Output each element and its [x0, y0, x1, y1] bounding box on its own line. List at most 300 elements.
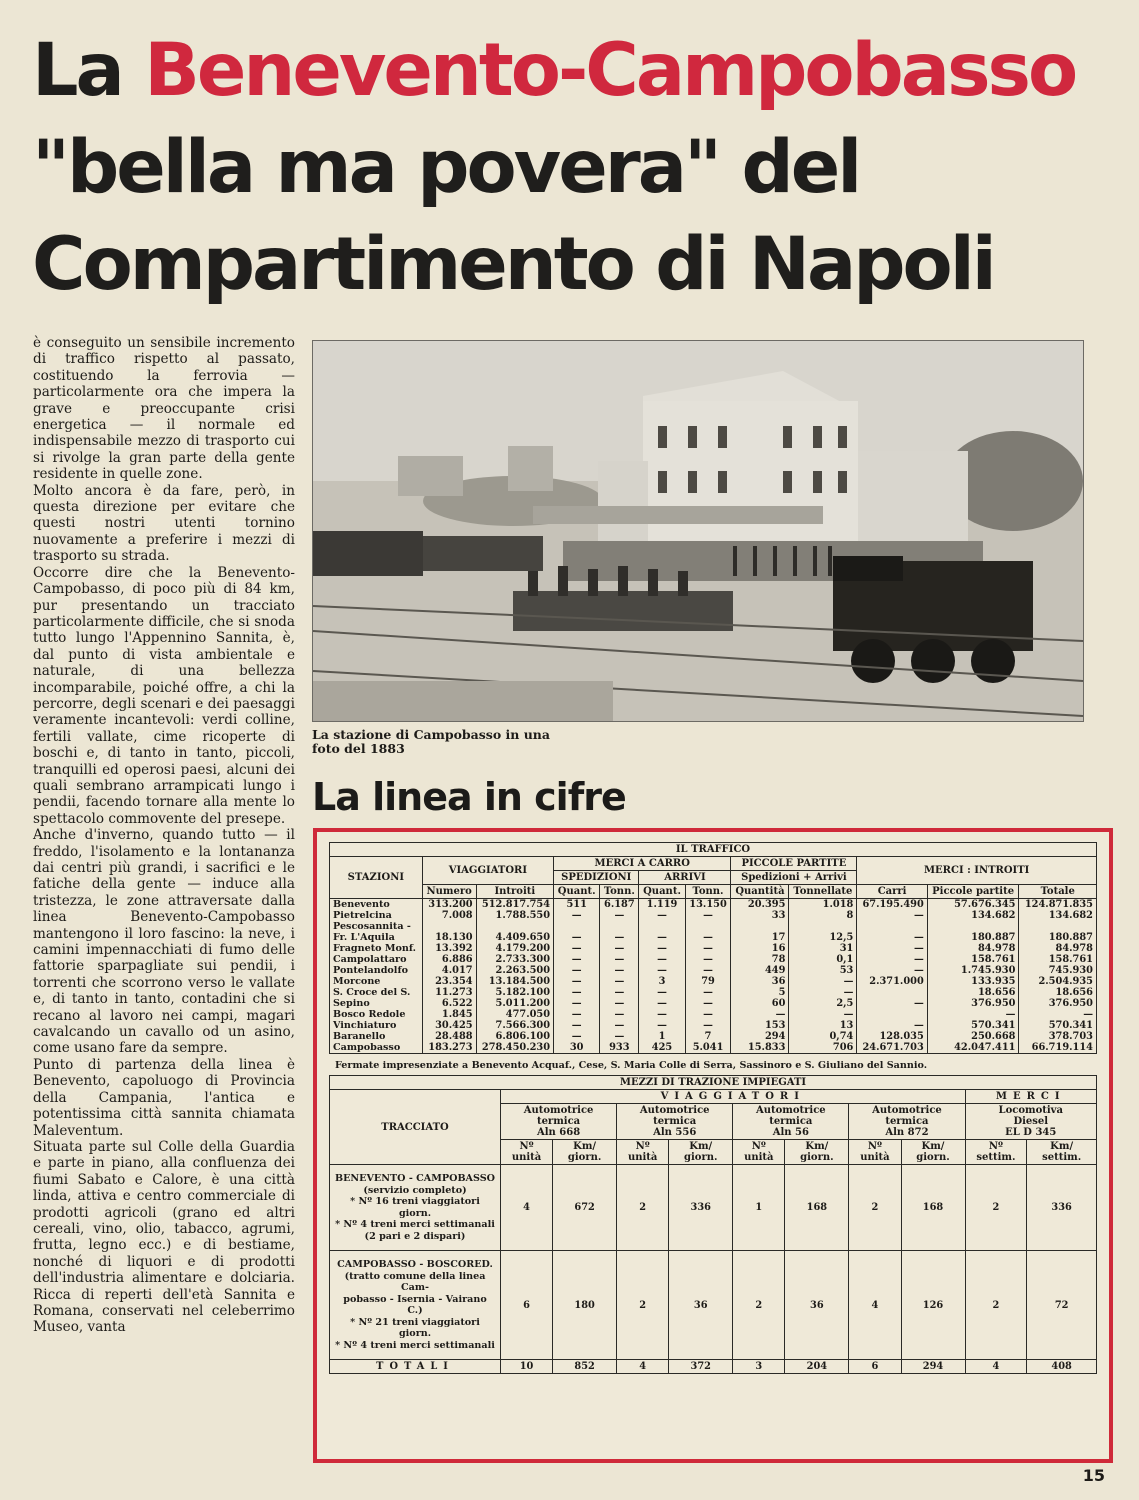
traffic-cell: — [789, 976, 857, 987]
unit-header: Nº unità [501, 1140, 553, 1165]
traffic-cell: 933 [600, 1042, 639, 1054]
station-name: Pontelandolfo [330, 965, 423, 976]
unit-header: Nº settim. [965, 1140, 1027, 1165]
vehicle-header-line: Automotrice [872, 1105, 942, 1116]
station-name: Sepino [330, 998, 423, 1009]
unit-header: Km/ giorn. [553, 1140, 617, 1165]
station-name: Baranello [330, 1031, 423, 1042]
traffic-cell: 13.150 [685, 899, 731, 911]
vehicle-header-line: Automotrice [755, 1105, 826, 1116]
traffic-cell: 6.522 [422, 998, 476, 1009]
traffic-cell: 79 [685, 976, 731, 987]
vehicle-header [501, 1104, 617, 1140]
traffic-cell: 16 [731, 943, 789, 954]
route-row [330, 1251, 1097, 1360]
traffic-cell: 133.935 [927, 976, 1019, 987]
vehicle-header [965, 1104, 1097, 1140]
col-merci-carro: MERCI A CARRO [554, 857, 731, 871]
traffic-cell: 128.035 [857, 1031, 927, 1042]
traffic-cell: 376.950 [1019, 998, 1097, 1009]
traffic-cell: — [639, 965, 685, 976]
route-line: BENEVENTO - CAMPOBASSO [334, 1173, 495, 1184]
vehicle-header-line: termica [769, 1116, 813, 1127]
station-photo-illustration [313, 341, 1083, 721]
traffic-cell: — [639, 987, 685, 998]
col-tonnellate: Tonnellate [789, 885, 857, 899]
route-line: * Nº 4 treni merci settimanali [335, 1219, 495, 1230]
traffic-row [330, 910, 1097, 921]
traffic-cell: — [685, 954, 731, 965]
col-spedizioni: SPEDIZIONI [554, 871, 639, 885]
traffic-cell: 1 [639, 1031, 685, 1042]
traffic-cell: 28.488 [422, 1031, 476, 1042]
route-value: 2 [965, 1165, 1027, 1251]
headline-line-1 [32, 22, 1122, 119]
traffic-cell: — [554, 987, 600, 998]
total-value: 372 [669, 1360, 733, 1374]
traffic-cell: — [600, 932, 639, 943]
vehicle-header-line: Aln 556 [653, 1127, 697, 1138]
unit-header: Nº unità [849, 1140, 901, 1165]
traffic-cell: 477.050 [476, 1009, 553, 1020]
traffic-row [330, 965, 1097, 976]
traffic-cell: — [639, 943, 685, 954]
totals-label: TOTALI [330, 1360, 501, 1374]
traffic-cell [422, 921, 476, 932]
article-body [33, 335, 295, 1336]
traffic-cell [600, 921, 639, 932]
route-value: 336 [669, 1165, 733, 1251]
traffic-cell: 278.450.230 [476, 1042, 553, 1054]
traffic-cell: 84.978 [927, 943, 1019, 954]
route-value: 6 [501, 1251, 553, 1360]
route-line: * Nº 4 treni merci settimanali [335, 1339, 495, 1351]
traffic-cell: 124.871.835 [1019, 899, 1097, 911]
traffic-cell: 6.806.100 [476, 1031, 553, 1042]
col-totale: Totale [1019, 885, 1097, 899]
traffic-cell: 134.682 [1019, 910, 1097, 921]
vehicle-header-line: termica [653, 1116, 697, 1127]
total-value: 10 [501, 1360, 553, 1374]
vehicle-header-line: Diesel [1013, 1116, 1049, 1127]
station-name: Pietrelcina [330, 910, 423, 921]
route-value: 1 [733, 1165, 785, 1251]
traffic-row [330, 1020, 1097, 1031]
route-value: 336 [1027, 1165, 1097, 1251]
traffic-cell: 24.671.703 [857, 1042, 927, 1054]
route-line: * Nº 21 treni viaggiatori giorn. [350, 1316, 480, 1339]
traffic-cell: 1.018 [789, 899, 857, 911]
traffic-cell: 33 [731, 910, 789, 921]
traffic-cell: 6.187 [600, 899, 639, 911]
total-value: 6 [849, 1360, 901, 1374]
traffic-cell: — [554, 943, 600, 954]
traffic-cell: — [857, 910, 927, 921]
traffic-cell: 0,1 [789, 954, 857, 965]
station-name: Campobasso [330, 1042, 423, 1054]
col-tracciato: TRACCIATO [330, 1090, 501, 1165]
col-merci-introiti: MERCI : INTROITI [857, 857, 1097, 885]
traffic-cell: 84.978 [1019, 943, 1097, 954]
traffic-row [330, 1042, 1097, 1054]
vehicle-header-line: Automotrice [639, 1105, 710, 1116]
traffic-cell: 23.354 [422, 976, 476, 987]
traffic-cell [857, 987, 927, 998]
traffic-row [330, 1009, 1097, 1020]
traffic-cell: 2.733.300 [476, 954, 553, 965]
route-value: 672 [553, 1165, 617, 1251]
traffic-cell: 449 [731, 965, 789, 976]
traffic-cell: 31 [789, 943, 857, 954]
paragraph-4: Anche d'inverno, quando tutto — il freddo, l'isolamento e la lontananza dai centri più grandi, i sacrifici e le fatiche della gente — induce alla tristezza, le zone attraversate dalla linea Benevento-Campobasso mantengono il loro fascino: la neve, i camini impennacchiati di fumo delle fattorie sparpagliate sui pendii, i torrenti che scorrono verso le vallate e, di tanto in tanto, contadini che si recano al lavoro nei campi, magari cavalcando un cavallo od un asino, come usano fare da sempre. [33, 827, 295, 1057]
traffic-table [329, 842, 1097, 1054]
col-viaggiatori: VIAGGIATORI [422, 857, 553, 885]
vehicle-header-line: Automotrice [523, 1105, 594, 1116]
route-value: 2 [617, 1251, 669, 1360]
traffic-cell: 158.761 [927, 954, 1019, 965]
traffic-cell: 7.008 [422, 910, 476, 921]
col-piccole: Piccole partite [927, 885, 1019, 899]
traffic-cell: — [600, 1009, 639, 1020]
traffic-cell: — [685, 932, 731, 943]
traffic-cell: 1.845 [422, 1009, 476, 1020]
traffic-cell: 2.263.500 [476, 965, 553, 976]
col-numero: Numero [422, 885, 476, 899]
route-value: 2 [733, 1251, 785, 1360]
traffic-cell: 2.504.935 [1019, 976, 1097, 987]
traffic-row [330, 954, 1097, 965]
col-quantita: Quantità [731, 885, 789, 899]
vehicle-header [617, 1104, 733, 1140]
station-name: Campolattaro [330, 954, 423, 965]
col-arr-quant: Quant. [639, 885, 685, 899]
traffic-cell: 745.930 [1019, 965, 1097, 976]
traffic-cell: — [789, 1009, 857, 1020]
traffic-cell: 13.184.500 [476, 976, 553, 987]
traffic-cell: — [554, 998, 600, 1009]
traffic-cell: — [639, 954, 685, 965]
traffic-cell: 4.179.200 [476, 943, 553, 954]
route-value: 36 [669, 1251, 733, 1360]
unit-header: Nº unità [617, 1140, 669, 1165]
col-arrivi: ARRIVI [639, 871, 731, 885]
traffic-cell: 294 [731, 1031, 789, 1042]
station-name: S. Croce del S. [330, 987, 423, 998]
traffic-cell: 5.041 [685, 1042, 731, 1054]
traffic-cell: — [685, 910, 731, 921]
traffic-cell: — [857, 1020, 927, 1031]
traffic-cell: — [685, 1020, 731, 1031]
traffic-cell: — [554, 932, 600, 943]
traffic-cell: 570.341 [1019, 1020, 1097, 1031]
headline [32, 22, 1122, 313]
traffic-cell: — [600, 954, 639, 965]
traffic-cell: — [731, 1009, 789, 1020]
route-description [330, 1165, 501, 1251]
traffic-cell: 18.656 [1019, 987, 1097, 998]
traffic-cell: — [554, 910, 600, 921]
traffic-cell: 5 [731, 987, 789, 998]
traffic-cell [857, 1009, 927, 1020]
traffic-cell: 36 [731, 976, 789, 987]
vehicle-header-line: Aln 56 [772, 1127, 809, 1138]
station-photo [312, 340, 1084, 722]
col-sped-tonn: Tonn. [600, 885, 639, 899]
traffic-cell: 1.788.550 [476, 910, 553, 921]
traffic-cell: 42.047.411 [927, 1042, 1019, 1054]
traffic-cell: — [1019, 1009, 1097, 1020]
traffic-cell: — [857, 965, 927, 976]
traffic-cell [789, 921, 857, 932]
col-sped-arr: Spedizioni + Arrivi [731, 871, 857, 885]
vehicle-header [733, 1104, 849, 1140]
route-description [330, 1251, 501, 1360]
traffic-cell: 183.273 [422, 1042, 476, 1054]
headline-line-2: "bella ma povera" del [32, 125, 860, 210]
paragraph-2: Molto ancora è da fare, però, in questa direzione per evitare che questi nostri utenti tornino nuovamente a preferire i mezzi di trasporto su strada. [33, 482, 295, 565]
traffic-cell: 4.017 [422, 965, 476, 976]
traffic-cell: — [600, 987, 639, 998]
traffic-cell: 12,5 [789, 932, 857, 943]
paragraph-3: Occorre dire che la Benevento-Campobasso, di poco più di 84 km, pur presentando un tracciato particolarmente difficile, che si snoda tutto lungo l'Appennino Sannita, è, dal punto di vista ambientale e naturale, di una bellezza incomparabile, poiché offre, a chi la percorre, degli scenari e dei paesaggi veramente incantevoli: verdi colline, fertili vallate, cime ricoperte di boschi e, di tanto in tanto, piccoli, tranquilli ed operosi paesi, alcuni dei quali sembrano arrampicati lungo i pendii, facendo tornare alla mente lo spettacolo commovente del presepe. [33, 564, 295, 827]
route-value: 168 [785, 1165, 849, 1251]
page-number: 15 [1082, 1466, 1105, 1485]
traffic-cell: 3 [639, 976, 685, 987]
col-stazioni: STAZIONI [330, 857, 423, 899]
vehicle-header-line: Aln 668 [536, 1127, 581, 1138]
col-t-viaggiatori: VIAGGIATORI [501, 1090, 966, 1104]
traffic-cell [685, 921, 731, 932]
traffic-cell: — [600, 976, 639, 987]
traffic-cell: 60 [731, 998, 789, 1009]
vehicle-header-line: EL D 345 [1005, 1127, 1057, 1138]
station-name: Morcone [330, 976, 423, 987]
traffic-cell: — [927, 1009, 1019, 1020]
traffic-cell: — [857, 932, 927, 943]
traffic-cell: 13 [789, 1020, 857, 1031]
traffic-cell: 17 [731, 932, 789, 943]
route-value: 168 [901, 1165, 965, 1251]
traffic-cell: 180.887 [1019, 932, 1097, 943]
route-line: CAMPOBASSO - BOSCORED. [337, 1259, 493, 1270]
total-value: 408 [1027, 1360, 1097, 1374]
traffic-cell: — [685, 943, 731, 954]
traffic-cell: — [685, 965, 731, 976]
traffic-cell: — [639, 910, 685, 921]
paragraph-1: è conseguito un sensibile incremento di traffico rispetto al passato, costituendo la ferrovia — particolarmente ora che impera la grave e preoccupante crisi energetica — il normale ed indispensabile mezzo di trasporto cui si rivolge la gran parte della gente residente in quelle zone. [33, 335, 295, 483]
traffic-cell: 511 [554, 899, 600, 911]
route-value: 2 [965, 1251, 1027, 1360]
traffic-cell [927, 921, 1019, 932]
traffic-cell: 706 [789, 1042, 857, 1054]
traffic-cell: 0,74 [789, 1031, 857, 1042]
route-row [330, 1165, 1097, 1251]
traffic-cell: — [554, 976, 600, 987]
photo-caption: La stazione di Campobasso in una foto del 1883 [312, 727, 550, 756]
station-name: Fr. L'Aquila [330, 932, 423, 943]
traffic-row [330, 899, 1097, 911]
traction-table [329, 1075, 1097, 1374]
col-t-merci: MERCI [965, 1090, 1097, 1104]
traffic-cell: — [685, 1009, 731, 1020]
traffic-cell: 11.273 [422, 987, 476, 998]
traffic-cell: 376.950 [927, 998, 1019, 1009]
traffic-cell: 30 [554, 1042, 600, 1054]
col-sped-quant: Quant. [554, 885, 600, 899]
traffic-cell [554, 921, 600, 932]
section-title: La linea in cifre [312, 775, 626, 819]
traffic-row [330, 976, 1097, 987]
traffic-cell: 6.886 [422, 954, 476, 965]
traffic-cell: 2,5 [789, 998, 857, 1009]
traffic-row [330, 932, 1097, 943]
vehicle-header-line: Aln 872 [885, 1127, 929, 1138]
total-value: 4 [617, 1360, 669, 1374]
route-value: 180 [553, 1251, 617, 1360]
traffic-cell [857, 921, 927, 932]
traffic-cell: 67.195.490 [857, 899, 927, 911]
traffic-cell: 7.566.300 [476, 1020, 553, 1031]
traffic-cell: 153 [731, 1020, 789, 1031]
traffic-cell: — [554, 1020, 600, 1031]
station-name: Pescosannita - [330, 921, 423, 932]
traffic-cell [476, 921, 553, 932]
traffic-row [330, 921, 1097, 932]
traffic-cell [1019, 921, 1097, 932]
traffic-cell: 1.119 [639, 899, 685, 911]
route-value: 2 [849, 1165, 901, 1251]
route-line: (servizio completo) [363, 1184, 467, 1196]
col-introiti: Introiti [476, 885, 553, 899]
route-value: 72 [1027, 1251, 1097, 1360]
traffic-cell: 20.395 [731, 899, 789, 911]
total-value: 4 [965, 1360, 1027, 1374]
route-line: (tratto comune della linea Cam- [344, 1270, 486, 1293]
traffic-cell: — [857, 954, 927, 965]
route-line: (2 pari e 2 dispari) [364, 1230, 466, 1242]
traffic-cell: 8 [789, 910, 857, 921]
traffic-cell: 66.719.114 [1019, 1042, 1097, 1054]
route-value: 126 [901, 1251, 965, 1360]
traffic-cell: — [685, 998, 731, 1009]
traffic-cell: 5.182.100 [476, 987, 553, 998]
traffic-cell: 158.761 [1019, 954, 1097, 965]
traffic-cell: — [857, 943, 927, 954]
traffic-row [330, 943, 1097, 954]
route-value: 4 [501, 1165, 553, 1251]
unit-header: Km/ giorn. [785, 1140, 849, 1165]
traffic-cell [639, 921, 685, 932]
traffic-row [330, 1031, 1097, 1042]
traffic-cell: — [600, 1031, 639, 1042]
traffic-cell: — [639, 998, 685, 1009]
headline-word-la: La [32, 28, 122, 113]
traffic-cell: 378.703 [1019, 1031, 1097, 1042]
traffic-row [330, 998, 1097, 1009]
traffic-cell: — [600, 943, 639, 954]
col-piccole-partite: PICCOLE PARTITE [731, 857, 857, 871]
traffic-cell: — [554, 965, 600, 976]
traffic-cell: 570.341 [927, 1020, 1019, 1031]
headline-line-3: Compartimento di Napoli [32, 222, 994, 307]
traffic-cell: — [600, 910, 639, 921]
total-value: 204 [785, 1360, 849, 1374]
paragraph-6: Situata parte sul Colle della Guardia e parte in piano, alla confluenza dei fiumi Sabato e Calore, è una città linda, attiva e centro commerciale di prodotti agricoli (grano ed altri cereali, vino, olio, tabacco, agrumi, frutta, legno ecc.) e di bestiame, nonché di liquori e di prodotti dell'industria alimentare e dolciaria. Ricca di reperti dell'età Sannita e Romana, conservati nel celeberrimo Museo, vanta [33, 1138, 295, 1336]
traffic-cell: 313.200 [422, 899, 476, 911]
vehicle-header [849, 1104, 965, 1140]
statistics-box [313, 828, 1113, 1463]
traffic-cell: 18.656 [927, 987, 1019, 998]
traffic-cell: 1.745.930 [927, 965, 1019, 976]
vehicle-header-line: termica [885, 1116, 929, 1127]
traffic-cell: 180.887 [927, 932, 1019, 943]
route-line: pobasso - Isernia - Vairano C.) [343, 1293, 487, 1316]
traffic-cell: — [554, 954, 600, 965]
traffic-cell: 512.817.754 [476, 899, 553, 911]
traffic-cell: 53 [789, 965, 857, 976]
route-value: 4 [849, 1251, 901, 1360]
traction-title: MEZZI DI TRAZIONE IMPIEGATI [330, 1076, 1097, 1090]
unit-header: Km/ giorn. [901, 1140, 965, 1165]
route-line: * Nº 16 treni viaggiatori giorn. [350, 1196, 480, 1219]
traffic-cell: 4.409.650 [476, 932, 553, 943]
unit-header: Nº unità [733, 1140, 785, 1165]
headline-route: Benevento-Campobasso [144, 28, 1076, 113]
traffic-title: IL TRAFFICO [330, 843, 1097, 857]
traffic-cell: 5.011.200 [476, 998, 553, 1009]
route-value: 2 [617, 1165, 669, 1251]
traffic-note: Fermate impresenziate a Benevento Acquaf., Cese, S. Maria Colle di Serra, Sassinoro e S. Giuliano del Sannio. [335, 1060, 928, 1071]
unit-header: Km/ settim. [1027, 1140, 1097, 1165]
traffic-cell: 250.668 [927, 1031, 1019, 1042]
traffic-cell: 30.425 [422, 1020, 476, 1031]
traffic-cell: — [639, 932, 685, 943]
traffic-cell: — [600, 965, 639, 976]
traffic-cell: 57.676.345 [927, 899, 1019, 911]
traffic-cell: — [554, 1009, 600, 1020]
traffic-cell: 78 [731, 954, 789, 965]
traffic-cell: 15.833 [731, 1042, 789, 1054]
station-name: Vinchiaturo [330, 1020, 423, 1031]
paragraph-5: Punto di partenza della linea è Benevento, capoluogo di Provincia della Campania, l'antica e potentissima città sannita chiamata Maleventum. [33, 1056, 295, 1139]
traffic-cell: — [600, 998, 639, 1009]
unit-header: Km/ giorn. [669, 1140, 733, 1165]
traffic-cell [731, 921, 789, 932]
traffic-cell: — [857, 998, 927, 1009]
traffic-cell: 134.682 [927, 910, 1019, 921]
total-value: 852 [553, 1360, 617, 1374]
col-arr-tonn: Tonn. [685, 885, 731, 899]
vehicle-header-line: termica [536, 1116, 581, 1127]
col-carri: Carri [857, 885, 927, 899]
traffic-row [330, 987, 1097, 998]
traffic-cell: — [789, 987, 857, 998]
traffic-cell: 13.392 [422, 943, 476, 954]
station-name: Bosco Redole [330, 1009, 423, 1020]
total-value: 3 [733, 1360, 785, 1374]
traffic-cell: 7 [685, 1031, 731, 1042]
traffic-cell: 425 [639, 1042, 685, 1054]
traffic-cell: 18.130 [422, 932, 476, 943]
station-name: Benevento [330, 899, 423, 911]
traffic-cell: — [639, 1009, 685, 1020]
traffic-cell: — [639, 1020, 685, 1031]
station-name: Fragneto Monf. [330, 943, 423, 954]
vehicle-header-line: Locomotiva [998, 1105, 1063, 1116]
traffic-cell: 2.371.000 [857, 976, 927, 987]
traffic-cell: — [600, 1020, 639, 1031]
traffic-cell: — [554, 1031, 600, 1042]
